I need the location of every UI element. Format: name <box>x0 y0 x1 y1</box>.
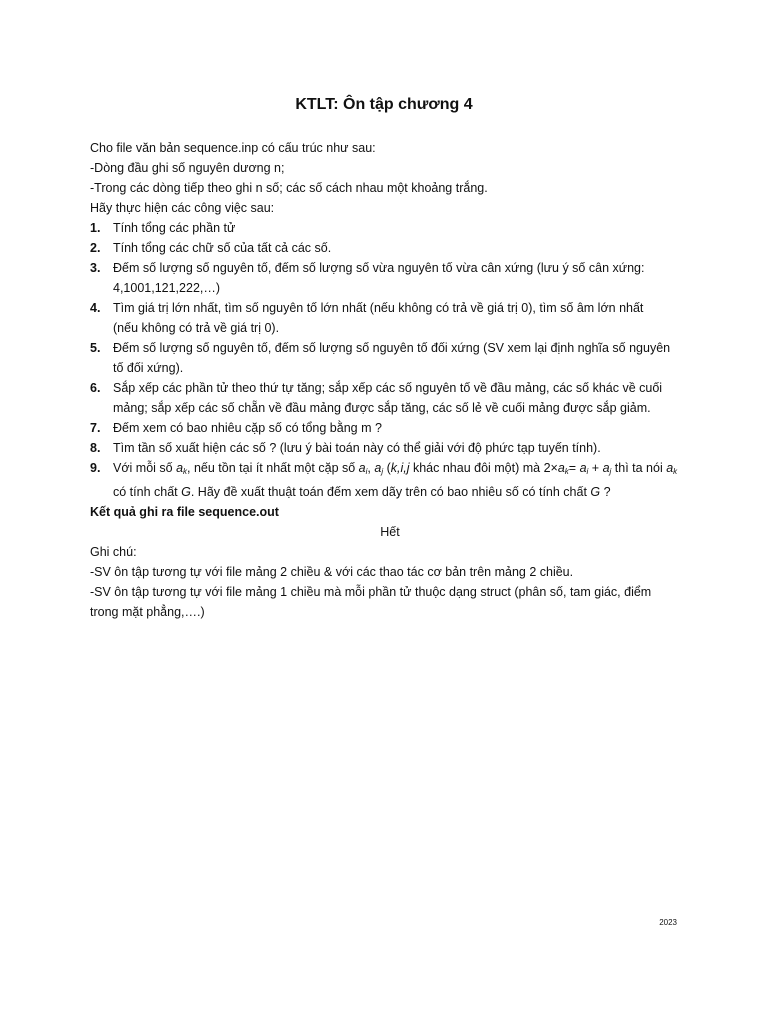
task-item-5 <box>90 338 690 378</box>
task-text: Tính tổng các chữ số của tất cả các số. <box>113 241 332 255</box>
intro-line: Cho file văn bản sequence.inp có cấu trúc như sau: <box>90 141 376 155</box>
task-list <box>90 218 690 502</box>
task-number: 1. <box>90 221 101 235</box>
task-number: 5. <box>90 341 101 355</box>
task-item-9 <box>90 458 690 502</box>
task-item-7 <box>90 418 690 438</box>
note-line: -SV ôn tập tương tự với file mảng 2 chiều & với các thao tác cơ bản trên mảng 2 chiều. <box>90 565 574 579</box>
task-text-cont: mảng; sắp xếp các số chẵn về đầu mảng được sắp tăng, các số lẻ về cuối mảng được sắp giảm. <box>113 401 651 415</box>
task-text-cont: 4,1001,121,222,…) <box>113 281 221 295</box>
task-item-6 <box>90 378 690 418</box>
task-item-1 <box>90 218 690 238</box>
document-title: KTLT: Ôn tập chương 4 <box>295 96 473 113</box>
task-text: Đếm số lượng số nguyên tố, đếm số lượng số nguyên tố đối xứng (SV xem lại định nghĩa số nguyên <box>113 341 671 355</box>
intro-line: Hãy thực hiện các công việc sau: <box>90 201 275 215</box>
task-text: Đếm xem có bao nhiêu cặp số có tổng bằng m ? <box>113 421 382 435</box>
task-text: Đếm số lượng số nguyên tố, đếm số lượng số vừa nguyên tố vừa cân xứng (lưu ý số cân xứng: <box>113 261 645 275</box>
task-number: 3. <box>90 261 101 275</box>
task-item-2 <box>90 238 690 258</box>
task-number: 2. <box>90 241 101 255</box>
result-line: Kết quả ghi ra file sequence.out <box>90 505 279 519</box>
task-item-8 <box>90 438 690 458</box>
intro-line: -Trong các dòng tiếp theo ghi n số; các số cách nhau một khoảng trắng. <box>90 181 488 195</box>
task-item-3 <box>90 258 690 298</box>
task-text: Với mỗi số $a_k$, nếu tồn tại ít nhất một cặp số $a_i$, $a_j$ (k,i,j khác nhau đôi một) mà $2\times a_k= a_i + a_j$ thì ta nói $a_k$ <box>113 461 678 476</box>
task-text: Tính tổng các phần tử <box>113 221 236 235</box>
task-number: 8. <box>90 441 101 455</box>
task-number: 9. <box>90 461 101 475</box>
note-line: trong mặt phẳng,….) <box>90 605 205 619</box>
task-text-cont: có tính chất G. Hãy đề xuất thuật toán đếm xem dãy trên có bao nhiêu số có tính chất G ? <box>113 485 611 499</box>
task-number: 6. <box>90 381 101 395</box>
task-number: 7. <box>90 421 101 435</box>
task-item-4 <box>90 298 690 338</box>
task-text-cont: (nếu không có trả về giá trị 0). <box>113 321 280 335</box>
note-line: -SV ôn tập tương tự với file mảng 1 chiều mà mỗi phần tử thuộc dạng struct (phân số, tam giác, điểm <box>90 585 652 599</box>
task-text: Tìm giá trị lớn nhất, tìm số nguyên tố lớn nhất (nếu không có trả về giá trị 0), tìm số âm lớn nhất <box>113 301 644 315</box>
note-title: Ghi chú: <box>90 545 137 559</box>
document-body <box>90 138 690 622</box>
task-text-cont: tố đối xứng). <box>113 361 184 375</box>
task-text: Tìm tần số xuất hiện các số ? (lưu ý bài toán này có thể giải với độ phức tạp tuyến tính). <box>113 441 601 455</box>
intro-line: -Dòng đầu ghi số nguyên dương n; <box>90 161 285 175</box>
footer-year: 2023 <box>659 918 677 927</box>
task-text: Sắp xếp các phần tử theo thứ tự tăng; sắp xếp các số nguyên tố về đầu mảng, các số khác về cuối <box>113 381 663 395</box>
end-marker: Hết <box>380 525 400 539</box>
task-number: 4. <box>90 301 101 315</box>
